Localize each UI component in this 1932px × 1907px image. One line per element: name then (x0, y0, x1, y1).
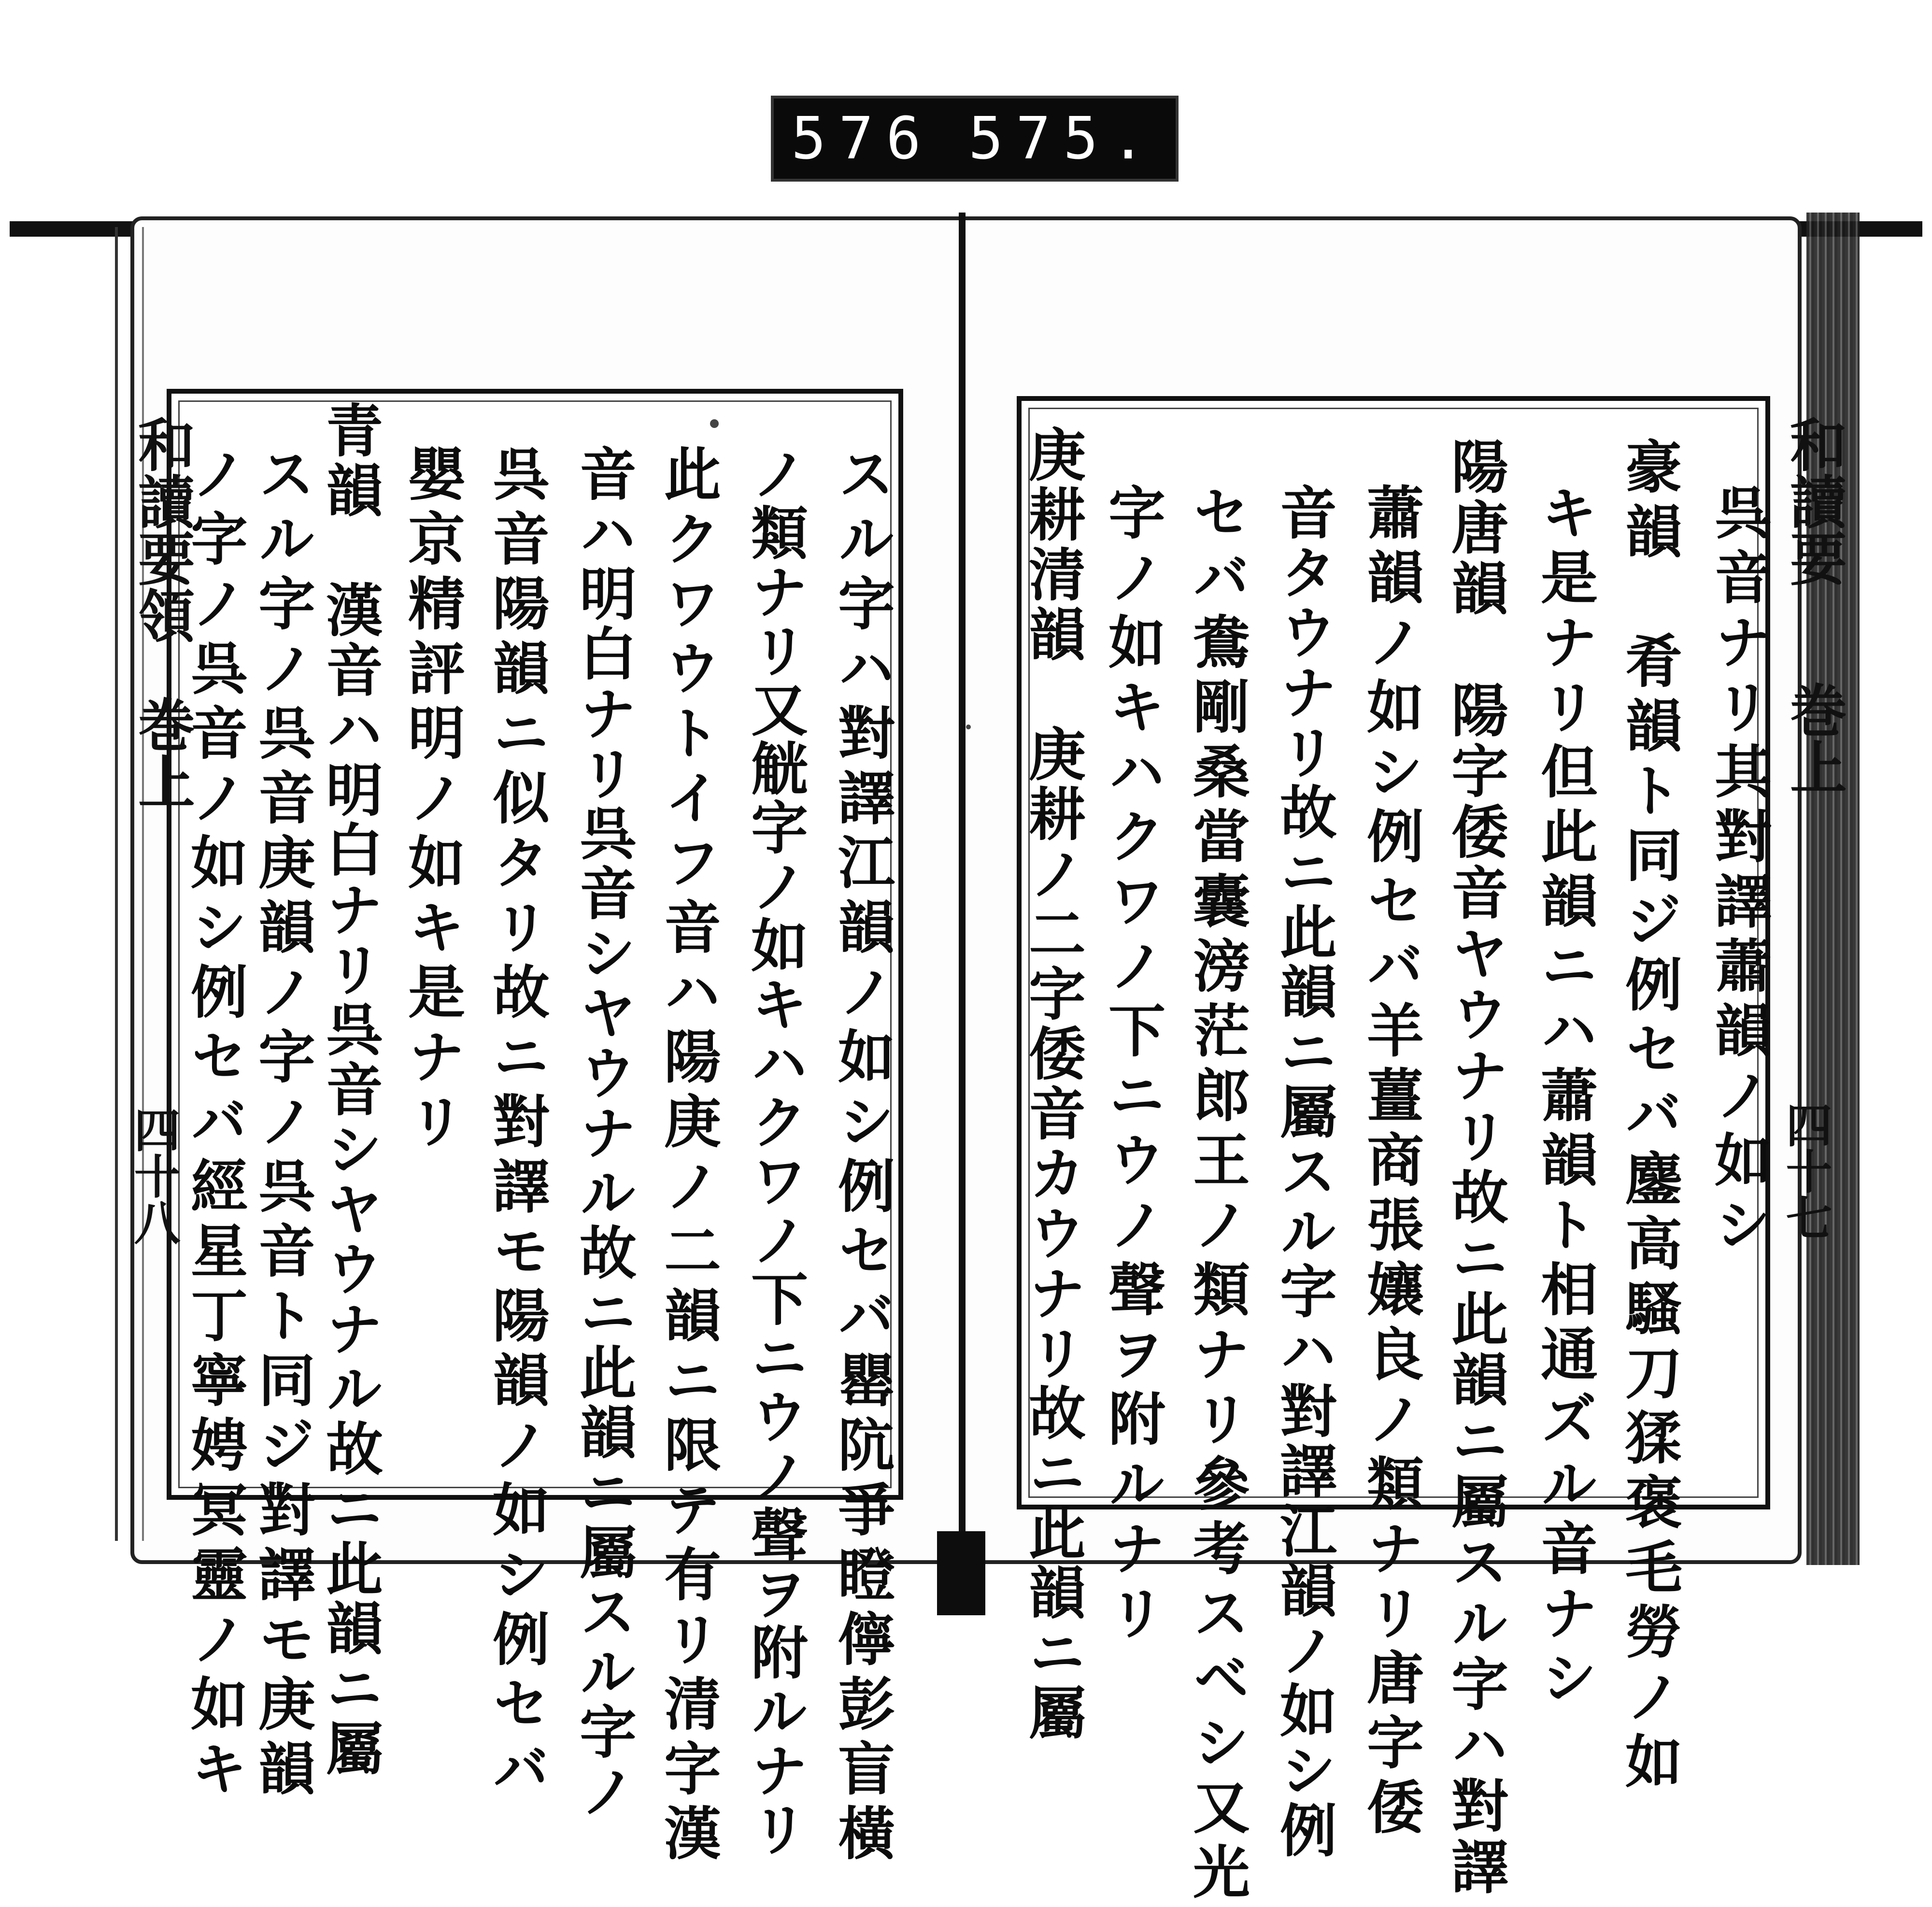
right-column-3: キ是ナリ但此韻ニハ蕭韻ト相通ズル音ナシ (1531, 483, 1598, 1713)
right-column-8: 字ノ如キハクワノ下ニウノ聲ヲ附ルナリ (1099, 483, 1166, 1648)
right-column-5: 蕭韻ノ如シ例セバ羊薑商張孃良ノ類ナリ唐字倭 (1357, 483, 1424, 1842)
right-column-7: セバ鴦剛桑當囊滂茫郎王ノ類ナリ參考スベシ又光 (1183, 483, 1250, 1907)
spine-clip (937, 1531, 985, 1615)
left-column-3: 此クワウトイフ音ハ陽庚ノ二韻ニ限テ有リ清字漢 (654, 444, 722, 1868)
left-margin-folio: 四十八 (127, 1106, 181, 1245)
left-column-8: スル字ノ呉音庚韻ノ字ノ呉音ト同ジ對譯モ庚韻 (249, 444, 316, 1804)
right-margin-title: 和讀要 (1780, 415, 1847, 586)
right-column-9: 庚耕清韻 庚耕ノ二字倭音カウナリ故ニ此韻ニ屬 (1019, 425, 1086, 1743)
left-column-9: ノ字ノ呉音ノ如シ例セバ經星丁寧娉冥靈ノ如キ (181, 444, 248, 1804)
ink-speck (966, 725, 971, 729)
right-margin-volume: 巻上 (1780, 681, 1847, 795)
frame-number-label (771, 96, 1179, 182)
right-margin-folio: 四十七 (1778, 1101, 1833, 1240)
book-spine (959, 213, 966, 1615)
ink-speck (710, 419, 719, 428)
left-margin-volume: 巻上 (128, 696, 196, 810)
frame-number-left: 576 (791, 105, 934, 172)
left-column-4: 音ハ明白ナリ呉音シヤウナル故ニ此韻ニ屬スル字ノ (570, 444, 637, 1822)
frame-number-right: 575. (968, 105, 1158, 172)
left-column-2: ノ類ナリ又觥字ノ如キハクワノ下ニウノ聲ヲ附ルナリ (741, 444, 809, 1859)
right-column-6: 音タウナリ故ニ此韻ニ屬スル字ハ對譯江韻ノ如シ例 (1270, 483, 1337, 1861)
left-column-7: 青韻 漢音ハ明白ナリ呉音シヤウナル故ニ此韻ニ屬 (316, 401, 384, 1779)
right-column-1: 呉音ナリ其對譯蕭韻ノ如シ (1705, 483, 1772, 1260)
left-margin-title: 和讀要領 (128, 415, 196, 643)
right-column-2: 豪韻 肴韻ト同ジ例セバ鏖高騷刀猱褒毛勞ノ如 (1616, 437, 1683, 1796)
left-column-1: スル字ハ對譯江韻ノ如シ例セバ罌阬爭瞪儜彭盲橫 (828, 444, 895, 1868)
right-column-4: 陽唐韻 陽字倭音ヤウナリ故ニ此韻ニ屬スル字ハ對譯 (1442, 437, 1509, 1898)
left-column-6: 嬰京精評明ノ如キ是ナリ (398, 444, 466, 1156)
left-column-5: 呉音陽韻ニ似タリ故ニ對譯モ陽韻ノ如シ例セバ (483, 444, 550, 1804)
